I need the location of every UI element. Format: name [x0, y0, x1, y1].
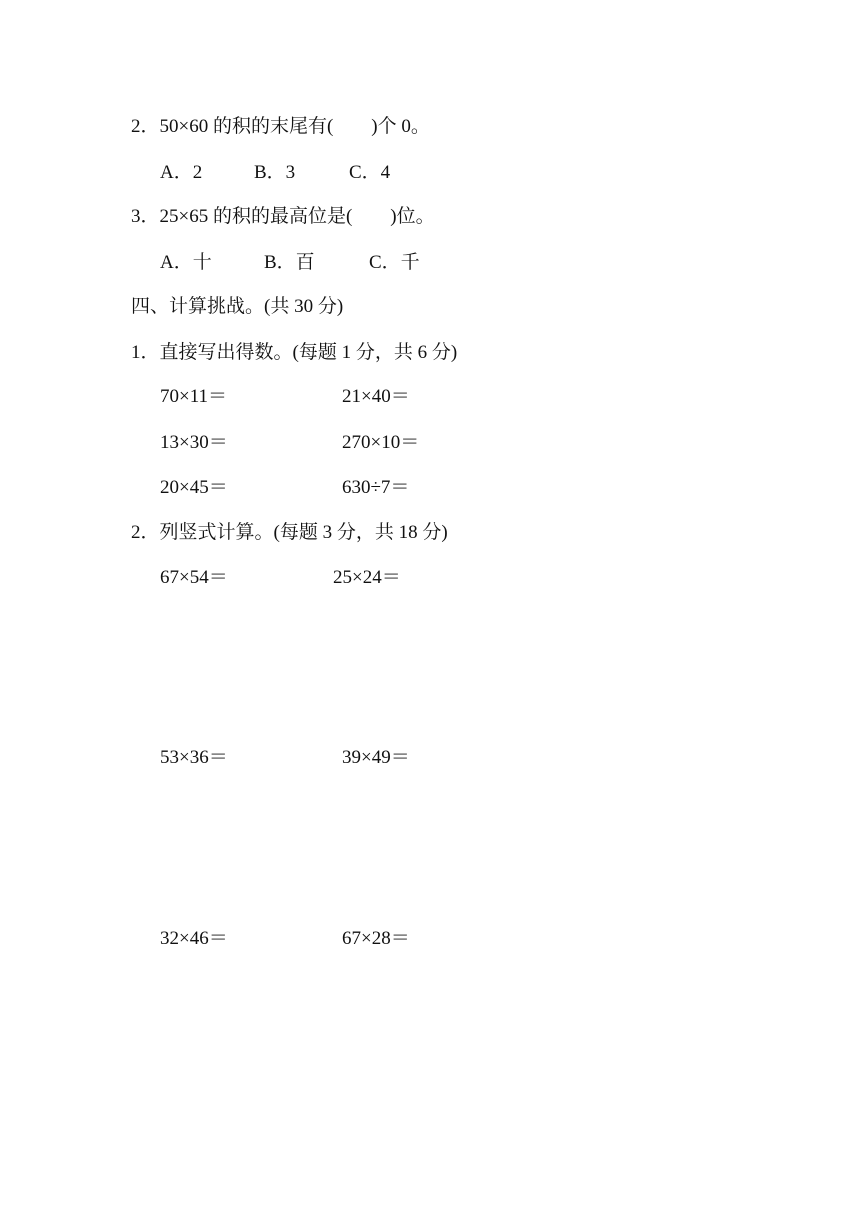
q3-option-a: A．十 — [160, 252, 212, 273]
oral-calc-item: 13×30＝ — [160, 432, 228, 453]
question-2: 2．50×60 的积的末尾有( )个 0。 — [131, 116, 430, 137]
oral-calc-item: 20×45＝ — [160, 477, 228, 498]
vertical-calc-item: 67×28＝ — [342, 928, 410, 949]
q2-option-a: A．2 — [160, 162, 203, 183]
vertical-calc-item: 39×49＝ — [342, 747, 410, 768]
question-3: 3．25×65 的积的最高位是( )位。 — [131, 206, 435, 227]
vertical-calc-item: 67×54＝ — [160, 567, 228, 588]
vertical-calc-item: 53×36＝ — [160, 747, 228, 768]
q2-option-c: C．4 — [349, 162, 391, 183]
q3-option-c: C．千 — [369, 252, 420, 273]
vertical-calc-item: 32×46＝ — [160, 928, 228, 949]
oral-calc-item: 70×11＝ — [160, 386, 228, 407]
oral-calc-item: 270×10＝ — [342, 432, 420, 453]
subsection-2-title: 2．列竖式计算。(每题 3 分，共 18 分) — [131, 522, 448, 543]
oral-calc-item: 21×40＝ — [342, 386, 410, 407]
q2-option-b: B．3 — [254, 162, 296, 183]
subsection-1-title: 1．直接写出得数。(每题 1 分，共 6 分) — [131, 342, 458, 363]
q3-option-b: B．百 — [264, 252, 315, 273]
section-4-title: 四、计算挑战。(共 30 分) — [131, 296, 344, 317]
vertical-calc-item: 25×24＝ — [333, 567, 401, 588]
oral-calc-item: 630÷7＝ — [342, 477, 410, 498]
